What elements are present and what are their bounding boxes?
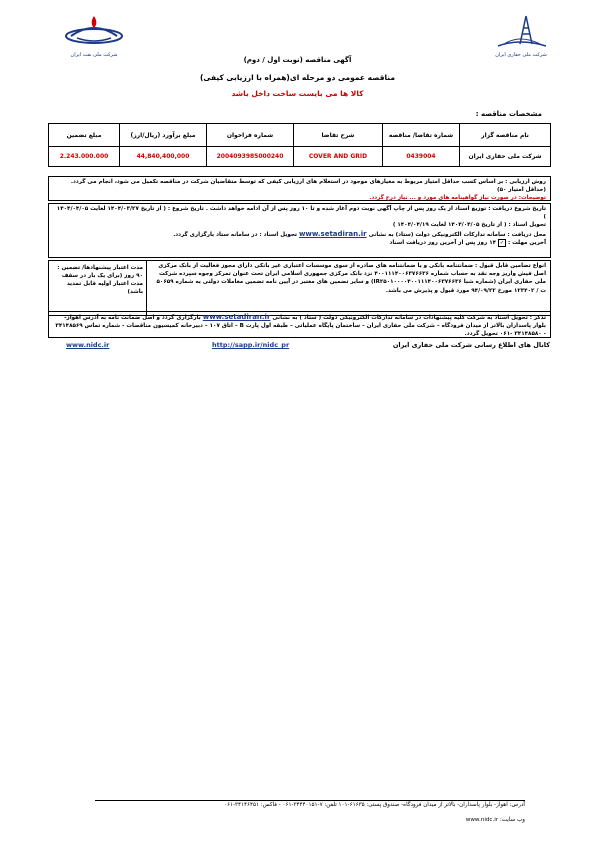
description-cell: COVER AND GRID	[294, 147, 383, 167]
nidc-caption: شرکت ملی حفاری ایران	[495, 52, 547, 58]
tenderer-cell: شرکت ملی حفاری ایران	[460, 147, 551, 167]
drilling-rig-icon	[490, 14, 552, 48]
nidc-logo	[490, 14, 552, 56]
table-row	[49, 147, 551, 167]
guarantee-amount-cell: 2.243.000.000	[49, 147, 120, 167]
distribution-text: تاریخ شروع دریافت : توزیع اسناد از یک روز پس از چاپ آگهی نوبت دوم آغاز شده و تا ۱۰ روز پس از آن ادامه خواهد داشت . تاریخ شروع : ( از تاریخ ۱۴۰۴/۰۳/۲۷ لغایت ۱۴۰۴/۰۴/۰۵ )	[56, 206, 546, 221]
col-header: نام مناقصه گزار	[460, 124, 551, 147]
delivery-dates: تحویل اسناد : ( از تاریخ ۱۴۰۴/۰۴/۰۵ لغایت ۱۴۰۴/۰۴/۱۹ )	[392, 222, 546, 229]
estimate-cell: 44,840,400,000	[120, 147, 207, 167]
evaluation-text: روش ارزیابی : بر اساس کسب حداقل امتیاز مربوط به معیارهای موجود در استعلام های ارزیابی کیفی که توسط متقاضیان شرکت در مناقصه تکمیل می شود، انجام می گردد.(حداقل امتیاز ۵۰)	[70, 179, 546, 194]
notice-title: آگهی مناقصه (نوبت اول / دوم)	[243, 56, 352, 64]
deadline-line	[53, 239, 546, 247]
deadline-suffix: ۱۴ روز پس از آخرین روز دریافت اسناد	[389, 239, 497, 246]
place-prefix: محل دریافت : سامانه تدارکات الکترونیکی دولت (ستاد) به نشانی	[368, 231, 546, 238]
delivery-note-box	[48, 311, 551, 338]
nioc-caption: شرکت ملی نفت ایران	[70, 52, 118, 58]
section-title: مشخصات مناقصه :	[475, 110, 542, 118]
domestic-note: کالا ها می بایست ساخت داخل باشد	[231, 89, 364, 98]
place-suffix: تحویل اسناد : در سامانه ستاد بارگزاری گردد.	[173, 231, 297, 238]
footer-divider	[95, 800, 525, 801]
nioc-logo	[63, 14, 125, 56]
setad-link-2[interactable]: www.setadiran.ir	[202, 313, 271, 321]
note-suffix: بارگزاری گردد و اصل ضمانت نامه به آدرس اهواز- بلوار پاسداران بالاتر از میدان فرودگاه – شرکت ملی حفاری ایران – ساختمان پایگاه عملیاتی – طبقه اول پارت B – اتاق ۱۰۷ – دبیرخانه کمیسیون مناقصات - شماره تماس ۳۴۱۴۸۵۶۹ - ۳۴۱۴۸۵۸۰ -۰۶۱ تحویل گردد.	[55, 315, 546, 338]
guarantee-box	[48, 260, 551, 316]
evaluation-box	[48, 176, 551, 201]
col-header: شرح تقاضا	[294, 124, 383, 147]
setad-link[interactable]: www.setadiran.ir	[298, 229, 367, 238]
deadline-prefix: آخرین مهلت :	[507, 239, 546, 246]
col-header: مبلغ تضمین	[49, 124, 120, 147]
guarantee-types: انواع تضامین قابل قبول : ضمانتنامه بانکی و یا ضمانتنامه های صادره از سوی موسسات اعتباری غیر بانکی دارای مجوز فعالیت از بانک مرکزی اصل فیش واریز وجه نقد به حساب شماره ۴۰۰۱۱۱۴۰۰۶۳۷۶۶۳۶ نزد بانک مرکزی جمهوری اسلامی ایران تحت عنوان تمرکز وجوه سپرده شرکت ملی حفاری ایران (شماره شبا IR۲۵۰۱۰۰۰۰۴۰۰۱۱۱۴۰۰۶۳۷۶۶۳۶) و سایر تضمین های معتبر در آیین نامه تضمین معاملات دولتی به شماره ۵۰۶۵۹ ت / ۱۲۳۴۰۲ مورخ ۹۴/۰۹/۲۲ مورد قبول و پذیرش می باشد.	[156, 263, 546, 294]
sapp-link[interactable]: http://sapp.ir/nidc_pr	[212, 341, 290, 349]
website-link[interactable]: www.nidc.ir	[66, 341, 110, 349]
channels-label: کانال های اطلاع رسانی شرکت ملی حفاری ایران	[392, 341, 550, 349]
col-header: مبلغ برآورد (ریال/ارز)	[120, 124, 207, 147]
col-header: شماره فراخوان	[207, 124, 294, 147]
tender-type: مناقصه عمومی دو مرحله ای(همراه با ارزیابی کیفی)	[199, 73, 396, 82]
call-number-cell: 2004093985000240	[207, 147, 294, 167]
request-number-cell: 0439004	[383, 147, 460, 167]
checkbox-icon: ✓	[499, 239, 505, 246]
place-line	[53, 230, 546, 239]
evaluation-note: توضیحات: در صورت نیاز گواهینامه های مورد و ... نیاز درج گردد.	[369, 195, 546, 202]
nioc-emblem-icon	[63, 14, 125, 48]
table-header-row	[49, 124, 551, 147]
footer-address: آدرس: اهواز- بلوار پاسداران- بالاتر از میدان فرودگاه- صندوق پستی: ۶۱۶۳۵-۱۰۱ تلفن: ۷-۳۴۴۴۰۱۵۱-۰۶۱ - فاکس: ۳۴۱۴۶۴۵۱-۰۶۱	[223, 802, 525, 808]
schedule-box	[48, 203, 551, 258]
validity-period: مدت اعتبار پیشنهادها/ تضمین : ۹۰ روز (برای یک بار در سقف مدت اعتبار اولیه قابل تمدید باشد)	[49, 261, 147, 315]
tender-info-table	[48, 123, 551, 167]
note-prefix: تذکر : تحویل اسناد به شرکت کلیه پیشنهادات در سامانه تدارکات الکترونیکی دولت ( ستاد ) به نشانی	[272, 315, 546, 321]
col-header: شماره تقاضا/ مناقصه	[383, 124, 460, 147]
footer-website: وب سایت: www.nidc.ir	[465, 817, 525, 823]
